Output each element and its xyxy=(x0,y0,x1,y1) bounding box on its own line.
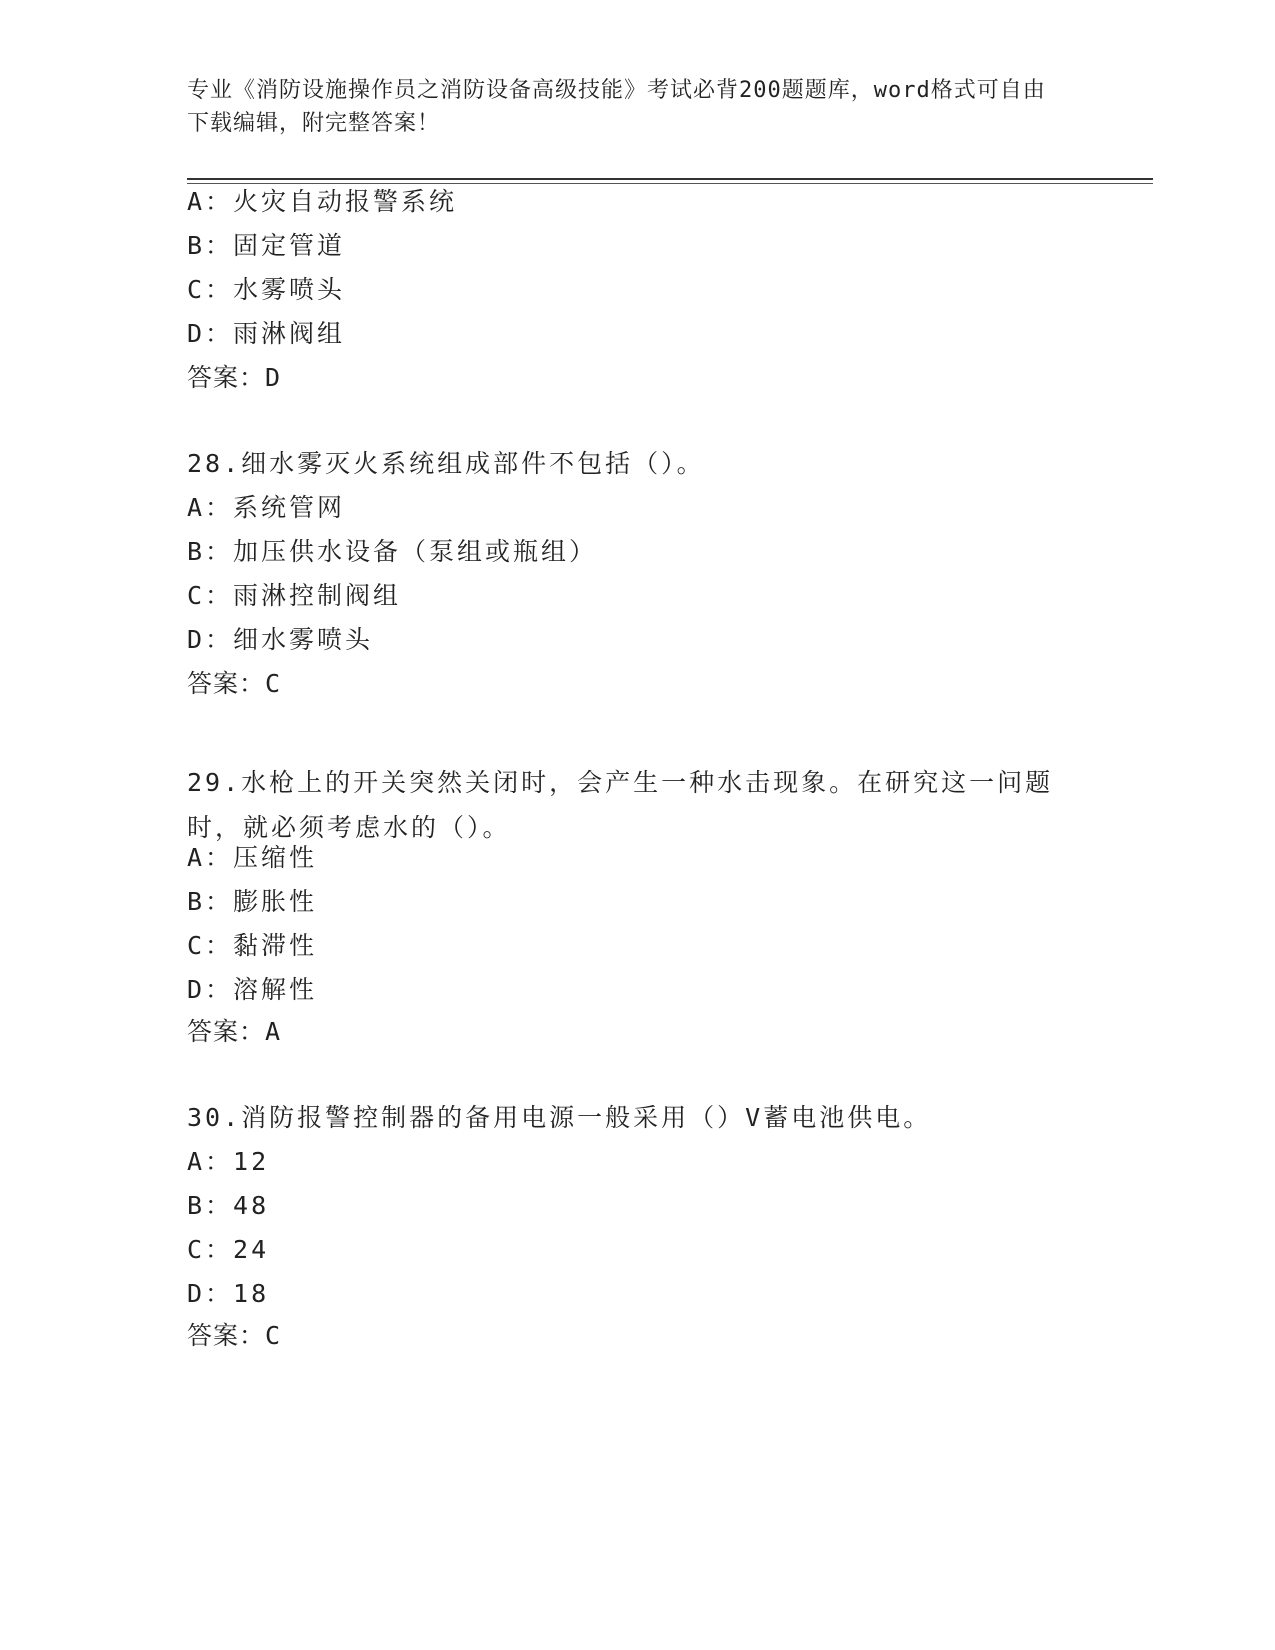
header-divider-thin xyxy=(187,183,1153,184)
q27-option-b: B：固定管道 xyxy=(187,231,346,260)
q30-option-a: A：12 xyxy=(187,1147,270,1176)
q27-answer-label: 答案： xyxy=(187,363,266,392)
q29-answer xyxy=(187,1016,281,1048)
q30-option-c: C：24 xyxy=(187,1235,270,1264)
header-divider-thick xyxy=(187,178,1153,180)
q27-option-c: C：水雾喷头 xyxy=(187,275,346,304)
q29-answer-label: 答案： xyxy=(187,1017,266,1046)
q28-option-d: D：细水雾喷头 xyxy=(187,625,374,654)
q30-answer-value: C xyxy=(265,1321,282,1350)
q28-option-c: C：雨淋控制阀组 xyxy=(187,581,402,610)
q29-option-c: C：黏滞性 xyxy=(187,931,318,960)
q28-option-b: B：加压供水设备（泵组或瓶组） xyxy=(187,537,598,566)
q30-question: 30.消防报警控制器的备用电源一般采用（）V蓄电池供电。 xyxy=(187,1103,932,1132)
q30-answer-label: 答案： xyxy=(187,1321,266,1350)
q29-option-a: A：压缩性 xyxy=(187,843,318,872)
q27-option-d: D：雨淋阀组 xyxy=(187,319,346,348)
q28-answer-label: 答案： xyxy=(187,669,266,698)
q30-option-d: D：18 xyxy=(187,1279,270,1308)
q28-answer xyxy=(187,668,281,700)
q28-answer-value: C xyxy=(265,669,282,698)
document-header-text: 专业《消防设施操作员之消防设备高级技能》考试必背200题题库，word格式可自由下载编辑，附完整答案！ xyxy=(187,78,1046,136)
q30-option-b: B：48 xyxy=(187,1191,270,1220)
q29-question: 29.水枪上的开关突然关闭时，会产生一种水击现象。在研究这一问题时，就必须考虑水的（）。 xyxy=(187,768,1054,842)
q28-question: 28.细水雾灭火系统组成部件不包括（）。 xyxy=(187,449,705,478)
q29-answer-value: A xyxy=(265,1017,282,1046)
q30-answer xyxy=(187,1320,281,1352)
q27-option-a: A：火灾自动报警系统 xyxy=(187,187,458,216)
q29-option-d: D：溶解性 xyxy=(187,975,318,1004)
q28-option-a: A：系统管网 xyxy=(187,493,346,522)
q27-answer xyxy=(187,362,281,394)
q27-answer-value: D xyxy=(265,363,282,392)
q29-option-b: B：膨胀性 xyxy=(187,887,318,916)
